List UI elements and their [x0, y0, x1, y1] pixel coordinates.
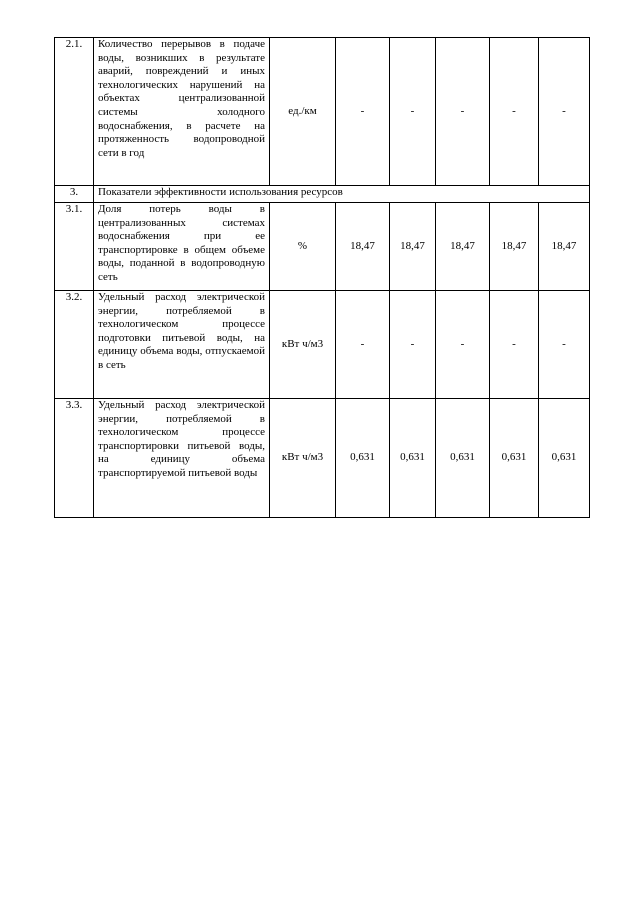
indicator-name: Удельный расход электрической энергии, потребляемой в технологическом процессе транспортировки питьевой воды, на единицу объема транспортируемой питьевой воды [94, 399, 270, 518]
row-number: 3.2. [55, 291, 94, 399]
table-row [55, 203, 590, 291]
indicator-name: Доля потерь воды в централизованных системах водоснабжения при ее транспортировке в общем объеме воды, поданной в водопроводную сеть [94, 203, 270, 291]
unit-cell: ед./км [270, 38, 336, 186]
table-row [55, 38, 590, 186]
table-row [55, 291, 590, 399]
section-title: Показатели эффективности использования ресурсов [94, 186, 590, 203]
value-cell: 0,631 [436, 399, 490, 518]
value-cell: 18,47 [539, 203, 590, 291]
value-cell: 18,47 [390, 203, 436, 291]
value-cell: - [436, 38, 490, 186]
indicators-table [54, 37, 590, 518]
table-row [55, 399, 590, 518]
row-number: 3.1. [55, 203, 94, 291]
row-number: 3. [55, 186, 94, 203]
value-cell: - [539, 38, 590, 186]
row-number: 2.1. [55, 38, 94, 186]
section-row [55, 186, 590, 203]
unit-cell: кВт ч/м3 [270, 291, 336, 399]
value-cell: 18,47 [490, 203, 539, 291]
value-cell: - [490, 291, 539, 399]
value-cell: 18,47 [436, 203, 490, 291]
unit-cell: % [270, 203, 336, 291]
row-number: 3.3. [55, 399, 94, 518]
value-cell: 18,47 [336, 203, 390, 291]
value-cell: - [336, 38, 390, 186]
value-cell: 0,631 [390, 399, 436, 518]
value-cell: - [436, 291, 490, 399]
value-cell: - [490, 38, 539, 186]
value-cell: 0,631 [539, 399, 590, 518]
value-cell: 0,631 [336, 399, 390, 518]
indicator-name: Удельный расход электрической энергии, потребляемой в технологическом процессе подготовки питьевой воды, на единицу объема воды, отпускаемой в сеть [94, 291, 270, 399]
value-cell: - [539, 291, 590, 399]
value-cell: 0,631 [490, 399, 539, 518]
value-cell: - [390, 291, 436, 399]
unit-cell: кВт ч/м3 [270, 399, 336, 518]
value-cell: - [336, 291, 390, 399]
indicator-name: Количество перерывов в подаче воды, возникших в результате аварий, повреждений и иных технологических нарушений на объектах централизованной системы холодного водоснабжения, в расчете на протяженность водопроводной сети в год [94, 38, 270, 186]
value-cell: - [390, 38, 436, 186]
